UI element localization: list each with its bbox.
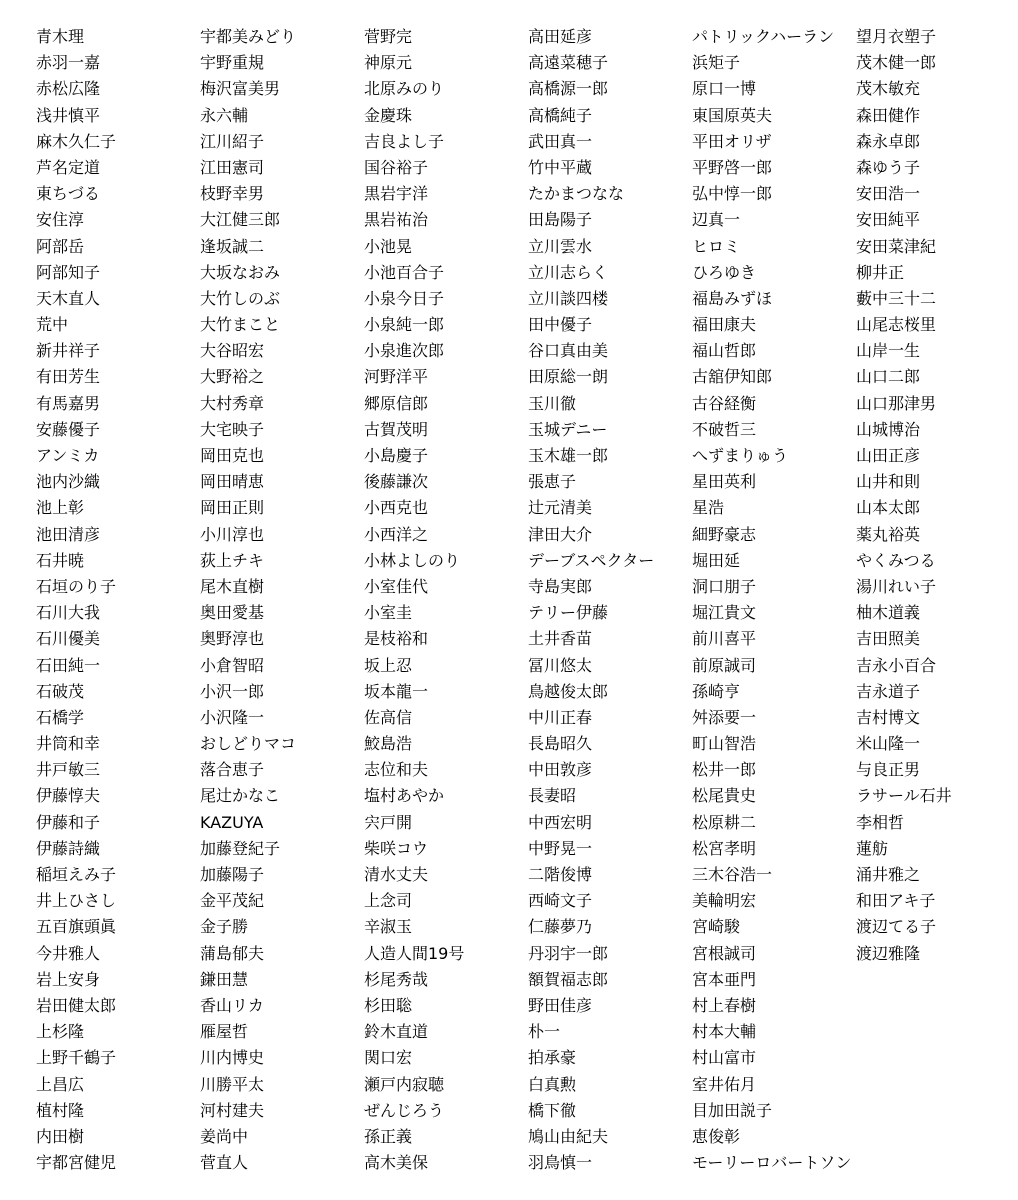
name-entry: 大坂なおみ: [200, 262, 281, 282]
name-entry: 小泉進次郎: [364, 341, 445, 361]
name-entry: 孫正義: [364, 1126, 413, 1146]
name-entry: 香山リカ: [200, 995, 264, 1015]
name-entry: 奥野淳也: [200, 629, 265, 649]
name-entry: 朴一: [528, 1022, 561, 1042]
name-entry: 宇都宮健児: [36, 1153, 117, 1173]
name-entry: 江田憲司: [200, 157, 265, 177]
name-entry: 赤羽一嘉: [36, 53, 101, 73]
name-entry: 村上春樹: [692, 995, 757, 1015]
name-entry: 石川優美: [36, 629, 101, 649]
name-entry: 姜尚中: [200, 1126, 249, 1146]
name-entry: 松宮孝明: [692, 838, 757, 858]
name-entry: 金慶珠: [364, 105, 413, 125]
name-entry: 小倉智昭: [200, 655, 265, 675]
name-entry: 吉田照美: [856, 629, 921, 649]
name-entry: 稲垣えみ子: [36, 865, 117, 884]
name-entry: 鮫島浩: [364, 734, 413, 754]
name-entry: 蓮舫: [856, 838, 889, 858]
name-entry: 黒岩祐治: [364, 210, 429, 230]
name-entry: 阿部岳: [36, 236, 85, 256]
name-entry: 古賀茂明: [364, 419, 429, 439]
name-entry: 石井暁: [36, 550, 85, 570]
name-entry: 小島慶子: [364, 446, 429, 465]
name-entry: 河野洋平: [364, 367, 429, 387]
name-entry: 尾辻かなこ: [200, 786, 281, 806]
name-entry: 拍承豪: [528, 1048, 577, 1068]
name-entry: 鳩山由紀夫: [528, 1126, 609, 1146]
name-entry: 川勝平太: [200, 1074, 265, 1094]
name-entry: デーブスペクター: [528, 550, 655, 570]
name-entry: 薬丸裕英: [856, 524, 921, 544]
name-entry: 松尾貴史: [692, 786, 757, 806]
name-entry: 関口宏: [364, 1048, 413, 1068]
name-entry: 蒲島郁夫: [200, 943, 265, 963]
name-column-3: [364, 24, 528, 1176]
name-entry: 茂木敏充: [856, 79, 921, 99]
name-entry: 宍戸開: [364, 812, 413, 832]
name-entry: 土井香苗: [528, 629, 593, 649]
name-entry: 仁藤夢乃: [528, 917, 593, 937]
name-entry: 渡辺てる子: [856, 917, 937, 937]
name-entry: 高遠菜穂子: [528, 53, 609, 73]
name-entry: 岡田克也: [200, 446, 265, 465]
name-entry: 李相哲: [856, 812, 905, 832]
name-entry: 森田健作: [856, 105, 921, 125]
name-entry: 後藤謙次: [364, 472, 429, 492]
name-entry: へずまりゅう: [692, 446, 789, 465]
name-entry: 岩上安身: [36, 969, 101, 989]
name-entry: 小泉純一郎: [364, 315, 445, 335]
name-entry: 神原元: [364, 53, 413, 73]
name-entry: 三木谷浩一: [692, 865, 773, 884]
name-entry: ヒロミ: [692, 236, 741, 256]
name-entry: 山本太郎: [856, 498, 921, 518]
name-entry: 柚木道義: [856, 603, 921, 623]
name-entry: 井戸敏三: [36, 760, 101, 780]
name-entry: 立川雲水: [528, 236, 593, 256]
name-entry: 宮根誠司: [692, 943, 757, 963]
name-entry: 山口那津男: [856, 393, 937, 413]
name-entry: 吉村博文: [856, 707, 921, 727]
name-entry: 平田オリザ: [692, 131, 772, 151]
name-entry: 茂木健一郎: [856, 53, 937, 73]
name-entry: 涌井雅之: [856, 865, 921, 884]
name-entry: 小泉今日子: [364, 288, 445, 308]
name-entry: 塩村あやか: [364, 786, 445, 806]
name-entry: 青木理: [36, 27, 85, 46]
name-entry: 中西宏明: [528, 812, 593, 832]
name-entry: 逢坂誠二: [200, 236, 265, 256]
name-entry: ぜんじろう: [364, 1100, 445, 1120]
name-entry: 伊藤詩織: [36, 838, 101, 858]
name-entry: 小池晃: [364, 236, 413, 256]
name-entry: 小池百合子: [364, 262, 445, 282]
name-entry: 岩田健太郎: [36, 995, 117, 1015]
name-entry: 松井一郎: [692, 760, 757, 780]
name-entry: 玉城デニー: [528, 419, 608, 439]
name-entry: 与良正男: [856, 760, 921, 780]
name-entry: 池田清彦: [36, 524, 101, 544]
name-entry: 石破茂: [36, 681, 85, 701]
name-entry: 岡田正則: [200, 498, 265, 518]
name-entry: 安藤優子: [36, 419, 101, 439]
name-entry: 町山智浩: [692, 734, 757, 754]
name-entry: 舛添要一: [692, 707, 757, 727]
name-entry: 上昌広: [36, 1074, 85, 1094]
name-entry: KAZUYA: [200, 812, 264, 832]
name-entry: 梅沢富美男: [200, 79, 281, 99]
name-entry: 小室圭: [364, 603, 413, 623]
name-entry: 辺真一: [692, 210, 741, 230]
name-entry: 小西克也: [364, 498, 429, 518]
name-entry: 大村秀章: [200, 393, 265, 413]
name-entry: 井上ひさし: [36, 891, 117, 911]
name-entry: 村山富市: [692, 1048, 757, 1068]
name-entry: 寺島実郎: [528, 576, 593, 596]
name-entry: 北原みのり: [364, 79, 445, 99]
name-entry: 大江健三郎: [200, 210, 281, 230]
name-entry: 長妻昭: [528, 786, 577, 806]
name-list-grid: [36, 24, 1006, 1184]
name-entry: 大竹しのぶ: [200, 288, 281, 308]
name-entry: 枝野幸男: [200, 184, 265, 204]
name-entry: 玉川徹: [528, 393, 577, 413]
name-entry: モーリーロバートソン: [692, 1153, 852, 1173]
name-entry: 大谷昭宏: [200, 341, 265, 361]
name-entry: 細野豪志: [692, 524, 757, 544]
name-entry: 上野千鶴子: [36, 1048, 117, 1068]
name-entry: 長島昭久: [528, 734, 593, 754]
name-entry: 張恵子: [528, 472, 577, 492]
name-entry: 荒中: [36, 315, 69, 335]
name-entry: 冨川悠太: [528, 655, 593, 675]
name-entry: 小西洋之: [364, 524, 429, 544]
name-entry: 西崎文子: [528, 891, 593, 911]
name-entry: 額賀福志郎: [528, 969, 609, 989]
name-entry: 星浩: [692, 498, 725, 518]
name-entry: 白真勲: [528, 1074, 577, 1094]
name-entry: 杉田聡: [364, 995, 413, 1015]
name-entry: 鈴木直道: [364, 1022, 429, 1042]
name-entry: 平野啓一郎: [692, 157, 773, 177]
name-entry: 高橋純子: [528, 105, 593, 125]
name-entry: 吉永道子: [856, 681, 921, 701]
name-entry: 池内沙織: [36, 472, 101, 492]
name-entry: 高橋源一郎: [528, 79, 609, 99]
name-entry: おしどりマコ: [200, 734, 297, 754]
name-entry: 天木直人: [36, 288, 101, 308]
name-entry: 武田真一: [528, 131, 593, 151]
name-entry: アンミカ: [36, 446, 100, 465]
name-entry: 江川紹子: [200, 131, 265, 151]
name-entry: 古谷経衡: [692, 393, 757, 413]
name-entry: 星田英利: [692, 472, 757, 492]
name-entry: 吉良よし子: [364, 131, 445, 151]
name-entry: 谷口真由美: [528, 341, 609, 361]
name-entry: 五百旗頭眞: [36, 917, 117, 937]
name-entry: 東国原英夫: [692, 105, 773, 125]
name-entry: 金子勝: [200, 917, 249, 937]
name-entry: 米山隆一: [856, 734, 921, 754]
name-entry: 伊藤和子: [36, 812, 101, 832]
name-entry: 小沢隆一: [200, 707, 265, 727]
name-entry: 立川談四楼: [528, 288, 609, 308]
name-entry: 植村隆: [36, 1100, 85, 1120]
name-entry: 宮本亜門: [692, 969, 757, 989]
name-entry: 安田浩一: [856, 184, 921, 204]
name-entry: 中田敦彦: [528, 760, 593, 780]
name-entry: 山口二郎: [856, 367, 921, 387]
name-entry: 加藤陽子: [200, 865, 265, 884]
name-entry: 新井祥子: [36, 341, 101, 361]
name-entry: 丹羽宇一郎: [528, 943, 609, 963]
name-entry: 鳥越俊太郎: [528, 681, 609, 701]
name-entry: パトリックハーラン: [692, 27, 835, 46]
name-entry: 落合恵子: [200, 760, 265, 780]
name-entry: 人造人間19号: [364, 943, 465, 963]
name-entry: 池上彰: [36, 498, 85, 518]
name-entry: 永六輔: [200, 105, 249, 125]
name-entry: 井筒和幸: [36, 734, 101, 754]
name-entry: 国谷裕子: [364, 157, 429, 177]
name-entry: 伊藤惇夫: [36, 786, 101, 806]
name-entry: 福田康夫: [692, 315, 757, 335]
name-entry: 村本大輔: [692, 1022, 757, 1042]
name-entry: 鎌田慧: [200, 969, 249, 989]
name-entry: 内田樹: [36, 1126, 85, 1146]
name-entry: 前原誠司: [692, 655, 757, 675]
name-column-5: [692, 24, 856, 1176]
name-entry: 堀田延: [692, 550, 741, 570]
name-entry: 有馬嘉男: [36, 393, 101, 413]
name-entry: 山尾志桜里: [856, 315, 937, 335]
name-entry: 津田大介: [528, 524, 593, 544]
name-entry: 洞口朋子: [692, 576, 757, 596]
name-entry: 辻元清美: [528, 498, 593, 518]
name-entry: やくみつる: [856, 550, 936, 570]
name-entry: 東ちづる: [36, 184, 100, 204]
name-entry: 和田アキ子: [856, 891, 936, 911]
name-entry: 安住淳: [36, 210, 85, 230]
name-entry: 福山哲郎: [692, 341, 757, 361]
name-entry: 前川喜平: [692, 629, 757, 649]
name-entry: 金平茂紀: [200, 891, 265, 911]
name-entry: 石田純一: [36, 655, 101, 675]
name-entry: 竹中平蔵: [528, 157, 593, 177]
name-entry: 石橋学: [36, 707, 85, 727]
name-entry: 阿部知子: [36, 262, 101, 282]
name-entry: 安田菜津紀: [856, 236, 937, 256]
name-entry: 小沢一郎: [200, 681, 265, 701]
name-entry: 宇都美みどり: [200, 27, 297, 46]
name-entry: 今井雅人: [36, 943, 101, 963]
name-entry: 菅直人: [200, 1153, 249, 1173]
name-entry: 橋下徹: [528, 1100, 577, 1120]
name-entry: 高木美保: [364, 1153, 429, 1173]
name-entry: 芦名定道: [36, 157, 101, 177]
name-entry: 高田延彦: [528, 27, 593, 46]
name-entry: 雁屋哲: [200, 1022, 249, 1042]
name-entry: 黒岩宇洋: [364, 184, 429, 204]
name-entry: ひろゆき: [692, 262, 757, 282]
name-entry: テリー伊藤: [528, 603, 609, 623]
name-entry: 柳井正: [856, 262, 905, 282]
name-entry: 森永卓郎: [856, 131, 921, 151]
name-entry: 荻上チキ: [200, 550, 265, 570]
name-entry: 上杉隆: [36, 1022, 85, 1042]
name-entry: 杉尾秀哉: [364, 969, 429, 989]
name-entry: 浅井慎平: [36, 105, 101, 125]
name-entry: 望月衣塑子: [856, 27, 937, 46]
name-entry: 弘中惇一郎: [692, 184, 773, 204]
name-entry: 孫崎亨: [692, 681, 741, 701]
name-entry: 加藤登紀子: [200, 838, 281, 858]
name-entry: 山井和則: [856, 472, 921, 492]
name-entry: 坂本龍一: [364, 681, 429, 701]
name-entry: 山田正彦: [856, 446, 921, 465]
name-entry: 目加田説子: [692, 1100, 773, 1120]
name-entry: 原口一博: [692, 79, 757, 99]
name-entry: 吉永小百合: [856, 655, 937, 675]
name-entry: 岡田晴恵: [200, 472, 265, 492]
name-entry: 福島みずほ: [692, 288, 773, 308]
name-entry: 上念司: [364, 891, 413, 911]
name-entry: 坂上忍: [364, 655, 413, 675]
name-entry: 尾木直樹: [200, 576, 265, 596]
name-entry: 安田純平: [856, 210, 921, 230]
name-entry: 辛淑玉: [364, 917, 413, 937]
name-entry: 郷原信郎: [364, 393, 429, 413]
name-entry: 石垣のり子: [36, 576, 117, 596]
name-column-1: [36, 24, 200, 1176]
name-entry: たかまつなな: [528, 184, 625, 204]
name-entry: 山城博治: [856, 419, 921, 439]
name-entry: 野田佳彦: [528, 995, 593, 1015]
name-entry: 志位和夫: [364, 760, 429, 780]
name-entry: 麻木久仁子: [36, 131, 117, 151]
name-column-4: [528, 24, 692, 1176]
name-entry: 立川志らく: [528, 262, 609, 282]
name-entry: 玉木雄一郎: [528, 446, 609, 465]
name-entry: 堀江貴文: [692, 603, 757, 623]
name-entry: 小室佳代: [364, 576, 429, 596]
name-entry: 田島陽子: [528, 210, 593, 230]
name-entry: 浜矩子: [692, 53, 741, 73]
name-entry: 宇野重規: [200, 53, 265, 73]
name-column-2: [200, 24, 364, 1176]
name-entry: 不破哲三: [692, 419, 757, 439]
name-entry: 河村建夫: [200, 1100, 265, 1120]
name-entry: 恵俊彰: [692, 1126, 741, 1146]
name-entry: 清水丈夫: [364, 865, 429, 884]
name-entry: 田原総一朗: [528, 367, 609, 387]
name-entry: 川内博史: [200, 1048, 265, 1068]
name-entry: 是枝裕和: [364, 629, 429, 649]
name-entry: 宮崎駿: [692, 917, 741, 937]
name-entry: 小林よしのり: [364, 550, 461, 570]
name-entry: 藪中三十二: [856, 288, 937, 308]
name-entry: 小川淳也: [200, 524, 265, 544]
name-entry: 渡辺雅隆: [856, 943, 921, 963]
name-entry: 菅野完: [364, 27, 413, 46]
name-column-6: [856, 24, 1018, 967]
name-entry: 大野裕之: [200, 367, 265, 387]
name-entry: 羽鳥慎一: [528, 1153, 593, 1173]
name-entry: 瀬戸内寂聴: [364, 1074, 445, 1094]
name-entry: 美輪明宏: [692, 891, 757, 911]
name-entry: 石川大我: [36, 603, 101, 623]
name-entry: 二階俊博: [528, 865, 593, 884]
name-entry: 有田芳生: [36, 367, 101, 387]
name-entry: 赤松広隆: [36, 79, 101, 99]
name-entry: 佐高信: [364, 707, 413, 727]
name-entry: 松原耕二: [692, 812, 757, 832]
name-entry: 柴咲コウ: [364, 838, 429, 858]
name-entry: 古舘伊知郎: [692, 367, 773, 387]
name-entry: 湯川れい子: [856, 576, 937, 596]
name-entry: 大竹まこと: [200, 315, 281, 335]
name-entry: 中野晃一: [528, 838, 593, 858]
name-entry: ラサール石井: [856, 786, 952, 806]
name-entry: 大宅映子: [200, 419, 265, 439]
name-entry: 室井佑月: [692, 1074, 757, 1094]
name-entry: 森ゆう子: [856, 157, 921, 177]
name-entry: 中川正春: [528, 707, 593, 727]
name-entry: 奥田愛基: [200, 603, 265, 623]
name-entry: 山岸一生: [856, 341, 921, 361]
name-entry: 田中優子: [528, 315, 593, 335]
